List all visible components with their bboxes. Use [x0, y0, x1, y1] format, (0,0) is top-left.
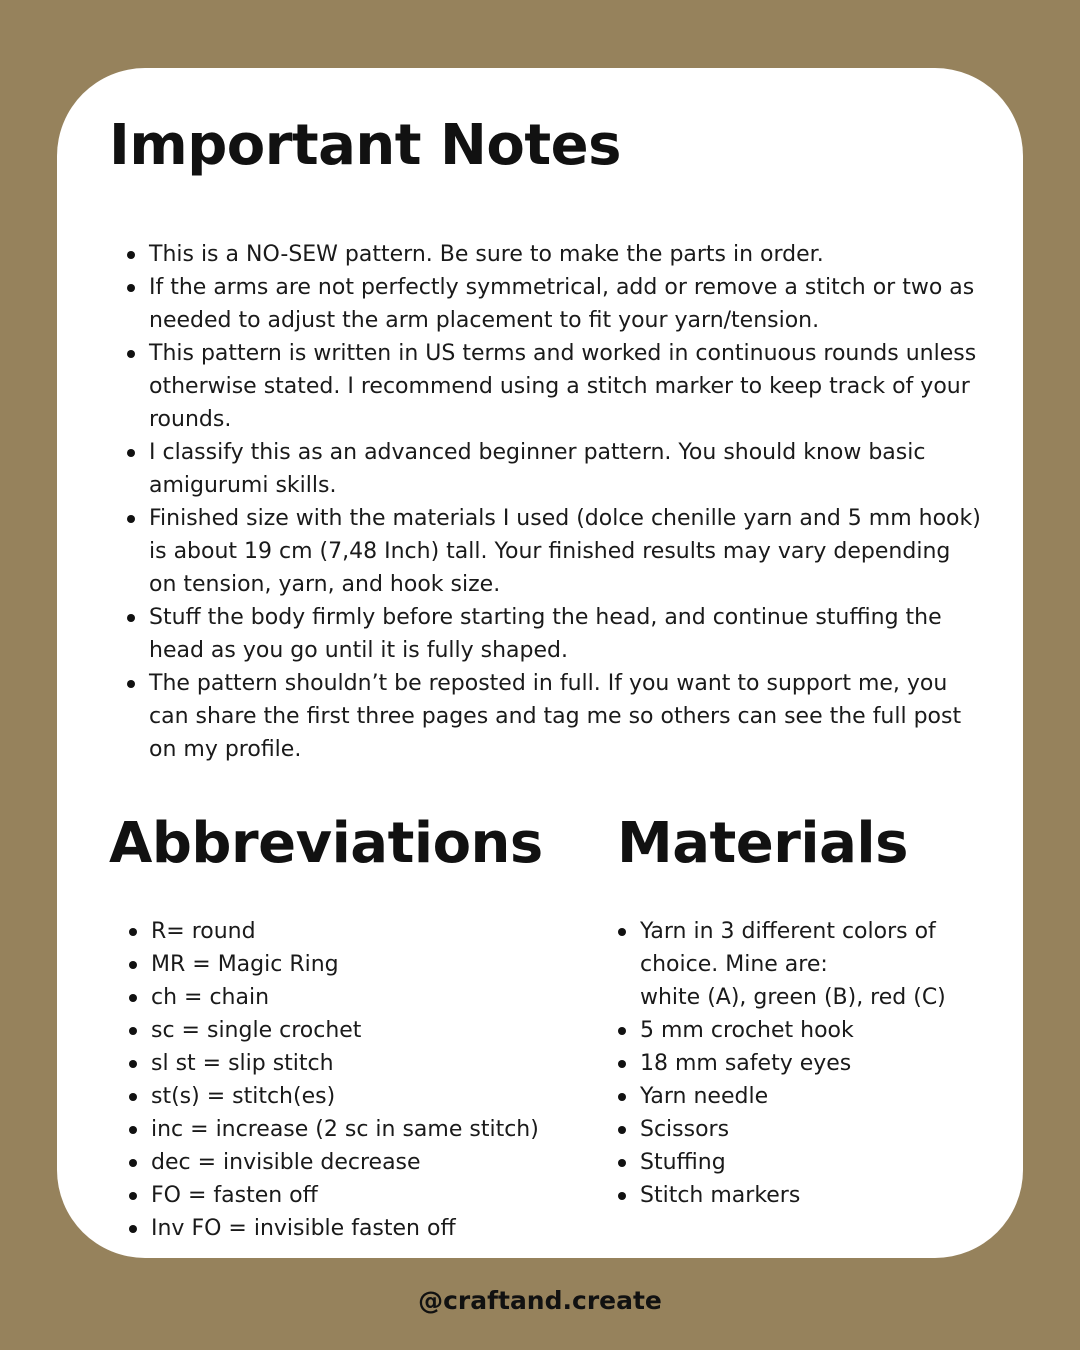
material-item: Stitch markers	[640, 1179, 1010, 1212]
material-item: 18 mm safety eyes	[640, 1047, 1010, 1080]
important-notes-list	[149, 238, 984, 766]
materials-list	[640, 915, 1010, 1212]
abbreviation-item: sl st = slip stitch	[151, 1047, 591, 1080]
abbreviation-item: inc = increase (2 sc in same stitch)	[151, 1113, 591, 1146]
abbreviation-item: FO = fasten off	[151, 1179, 591, 1212]
abbreviations-list	[151, 915, 591, 1245]
abbreviation-item: dec = invisible decrease	[151, 1146, 591, 1179]
abbreviation-item: R= round	[151, 915, 591, 948]
material-item	[640, 915, 1010, 1014]
material-item: Yarn needle	[640, 1080, 1010, 1113]
abbreviation-item: ch = chain	[151, 981, 591, 1014]
note-item: Finished size with the materials I used (dolce chenille yarn and 5 mm hook) is about 19 cm (7,48 Inch) tall. Your finished results may vary depending on tension, yarn, and hook size.	[149, 502, 984, 601]
note-item: I classify this as an advanced beginner pattern. You should know basic amigurumi skills.	[149, 436, 984, 502]
important-notes-heading: Important Notes	[109, 113, 621, 178]
abbreviations-heading: Abbreviations	[109, 811, 543, 876]
note-item: This pattern is written in US terms and worked in continuous rounds unless otherwise stated. I recommend using a stitch marker to keep track of your rounds.	[149, 337, 984, 436]
content-card	[57, 68, 1023, 1258]
note-item: The pattern shouldn’t be reposted in full. If you want to support me, you can share the first three pages and tag me so others can see the full post on my profile.	[149, 667, 984, 766]
yarn-colors-text: white (A), green (B), red (C)	[640, 985, 946, 1010]
note-item: If the arms are not perfectly symmetrical, add or remove a stitch or two as needed to adjust the arm placement to fit your yarn/tension.	[149, 271, 984, 337]
abbreviation-item: st(s) = stitch(es)	[151, 1080, 591, 1113]
material-item-text: Yarn in 3 different colors of choice. Mine are:	[640, 919, 936, 977]
abbreviation-item: Inv FO = invisible fasten off	[151, 1212, 591, 1245]
abbreviation-item: MR = Magic Ring	[151, 948, 591, 981]
abbreviation-item: sc = single crochet	[151, 1014, 591, 1047]
materials-heading: Materials	[617, 811, 908, 876]
material-item: 5 mm crochet hook	[640, 1014, 1010, 1047]
material-item: Scissors	[640, 1113, 1010, 1146]
material-item: Stuffing	[640, 1146, 1010, 1179]
note-item: This is a NO-SEW pattern. Be sure to make the parts in order.	[149, 238, 984, 271]
note-item: Stuff the body firmly before starting the head, and continue stuffing the head as you go until it is fully shaped.	[149, 601, 984, 667]
social-handle: @craftand.create	[418, 1286, 662, 1315]
